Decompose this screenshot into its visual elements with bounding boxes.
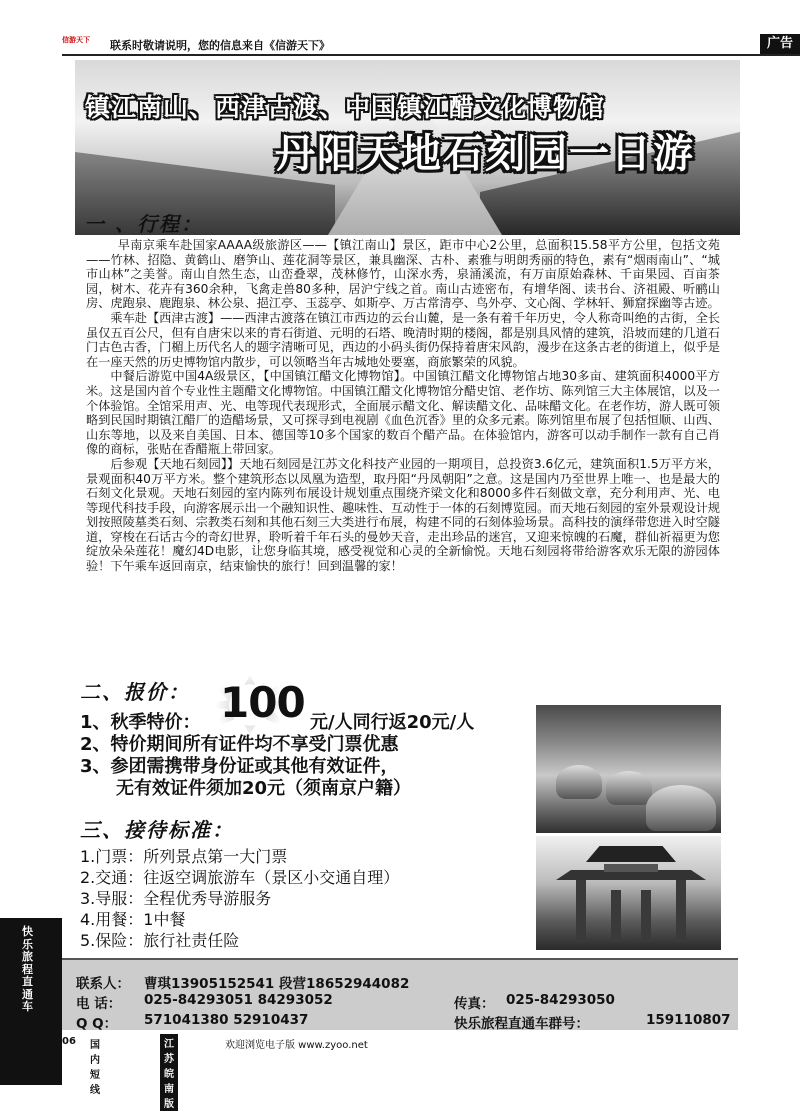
special-price: 100 <box>220 678 305 727</box>
gate-post <box>576 880 586 942</box>
side-tab <box>0 918 62 1085</box>
standards-item: 1.门票：所列景点第一大门票 <box>80 847 288 866</box>
vat-shape <box>606 771 652 805</box>
standards-item: 2.交通：往返空调旅游车（景区小交通自理） <box>80 868 400 887</box>
banner-title-line1: 镇江南山、西津古渡、中国镇江醋文化博物馆 <box>85 93 606 122</box>
edition-badge: 江苏皖南版 <box>160 1034 178 1111</box>
itinerary-text <box>86 238 720 574</box>
publication-logo: 信游天下 <box>62 36 90 44</box>
stone-gate-photo <box>536 836 721 950</box>
itinerary-paragraph: 早南京乘车赴国家AAAA级旅游区——【镇江南山】景区，距市中心2公里，总面积15.58平方公里，包括文苑——竹林、招隐、黄鹤山、磨笋山、莲花洞等景区，兼具幽深、古朴、素雅与明朗秀丽的特色，素有“烟雨南山”、“城市山林”之美誉。南山自然生态，山峦叠翠，茂林修竹，山深水秀，泉涌溪流，有万亩原始森林、千亩果园、百亩茶园，树木、花卉有360余种，飞禽走兽80多种，居沪宁线之首。南山古迹密布，有增华阁、读书台、济祖殿、听鹂山房、虎跑泉、鹿跑泉、林公泉、挹江亭、玉蕊亭、如斯亭、万古常清亭、鸟外亭、文心阁、学林轩、狮窟探幽等古迹。 <box>86 238 720 311</box>
footer-category: 国内短线 <box>90 1040 100 1096</box>
price-line-3: 3、参团需携带身份证或其他有效证件， <box>80 756 399 777</box>
itinerary-paragraph: 中餐后游览中国4A级景区，【中国镇江醋文化博物馆】。中国镇江醋文化博物馆占地30多亩、建筑面积4000平方米。这是国内首个专业性主题醋文化博物馆。中国镇江醋文化博物馆分醋史馆、老作坊、陈列馆三大主体展馆，以及一个体验馆。全馆采用声、光、电等现代表现形式，全面展示醋文化、解读醋文化、品味醋文化。在老作坊，游人既可领略到民国时期镇江醋厂的造醋场景，又可探寻到电视剧《血色沉香》里的众多元素。陈列馆里布展了包括恒顺、山西、山东等地，以及来自美国、日本、德国等10多个国家的数百个醋产品。在体验馆内，游客可以动手制作一款有自己肖像的商标，张贴在香醋瓶上带回家。 <box>86 369 720 457</box>
group-value: 159110807 <box>646 1012 731 1028</box>
top-bar <box>62 34 800 56</box>
standards-item: 5.保险：旅行社责任险 <box>80 931 240 950</box>
standards-item: 3.导服：全程优秀导游服务 <box>80 889 272 908</box>
price-line-4: 无有效证件须加20元（须南京户籍） <box>116 778 412 799</box>
standards-list <box>80 846 399 951</box>
standards-item: 4.用餐：1中餐 <box>80 910 186 929</box>
footer-web: 欢迎浏览电子版 www.zyoo.net <box>225 1040 368 1051</box>
vinegar-workshop-photo <box>536 705 721 833</box>
contact-person-label: 联系人： <box>76 976 130 992</box>
vat-shape <box>556 765 602 799</box>
itinerary-heading: 一 、行程： <box>84 212 203 236</box>
price-line-1-prefix: 1、秋季特价： <box>80 712 201 733</box>
phone-label: 电 话： <box>76 996 122 1012</box>
group-label: 快乐旅程直通车群号： <box>454 1016 589 1032</box>
vat-shape <box>646 785 716 831</box>
gate-post <box>641 890 651 942</box>
gate-post <box>611 890 621 942</box>
pricing-heading: 二、报价： <box>80 680 190 704</box>
fax-value: 025-84293050 <box>506 992 615 1008</box>
gate-sign <box>604 864 658 872</box>
contact-note: 联系时敬请说明，您的信息来自《信游天下》 <box>110 39 330 52</box>
contact-person-value: 曹琪13905152541 段营18652944082 <box>144 976 410 992</box>
banner-title-line2: 丹阳天地石刻园一日游 <box>275 131 695 177</box>
gate-roof <box>586 846 676 862</box>
fax-label: 传真： <box>454 996 495 1012</box>
itinerary-paragraph: 乘车赴【西津古渡】——西津古渡落在镇江市西边的云台山麓，是一条有着千年历史，令人称奇叫绝的古街，全长虽仅五百公尺，但有自唐宋以来的青石街道、元明的石塔、晚清时期的楼阁，都是别具风情的建筑，沿坡而建的几道石门古色古香，门楣上历代名人的题字清晰可见，西边的小码头街仍保持着唐宋风韵，漫步在这条古老的街道上，似乎是在一座天然的历史博物馆内散步，可以领略当年古城地处要塞，商旅繁荣的风貌。 <box>86 310 720 369</box>
phone-value: 025-84293051 84293052 <box>144 992 333 1008</box>
qq-label: Q Q： <box>76 1016 118 1032</box>
contact-panel <box>62 958 738 1030</box>
price-line-2: 2、特价期间所有证件均不享受门票优惠 <box>80 734 399 755</box>
qq-value: 571041380 52910437 <box>144 1012 309 1028</box>
page-number: 06 <box>62 1036 76 1047</box>
gate-post <box>676 880 686 942</box>
ad-tag: 广告 <box>760 34 800 54</box>
side-tab-text: 快乐旅程直通车 <box>22 925 33 1013</box>
itinerary-paragraph: 后参观【天地石刻园】】天地石刻园是江苏文化科技产业园的一期项目，总投资3.6亿元，建筑面积1.5万平方米，景观面积40万平方米。整个建筑形态以凤凰为造型，取丹阳“丹凤朝阳”之意。这是国内乃至世界上唯一、也是最大的石刻文化景观。天地石刻园的室内陈列布展设计规划重点围绕齐梁文化和8000多件石刻做文章，充分利用声、光、电等现代科技手段，向游客展示出一个融知识性、趣味性、互动性于一体的石刻博览园。而天地石刻园的室外景观设计规划按照陵墓类石刻、宗教类石刻和其他石刻三大类进行布展，构建不同的石刻体验场景。高科技的演绎带您进入时空隧道，穿梭在石话古今的奇幻世界，聆听着千年石头的曼妙天音，走出珍品的迷宫，又迎来惊魄的石魔，群仙祈福更为您绽放朵朵莲花！魔幻4D电影，让您身临其境，感受视觉和心灵的全新愉悦。天地石刻园将带给游客欢乐无限的游园体验！下午乘车返回南京，结束愉快的旅行！回到温馨的家！ <box>86 456 720 574</box>
price-line-1-suffix: 元/人同行返20元/人 <box>310 712 475 733</box>
standards-heading: 三、接待标准： <box>80 818 234 842</box>
